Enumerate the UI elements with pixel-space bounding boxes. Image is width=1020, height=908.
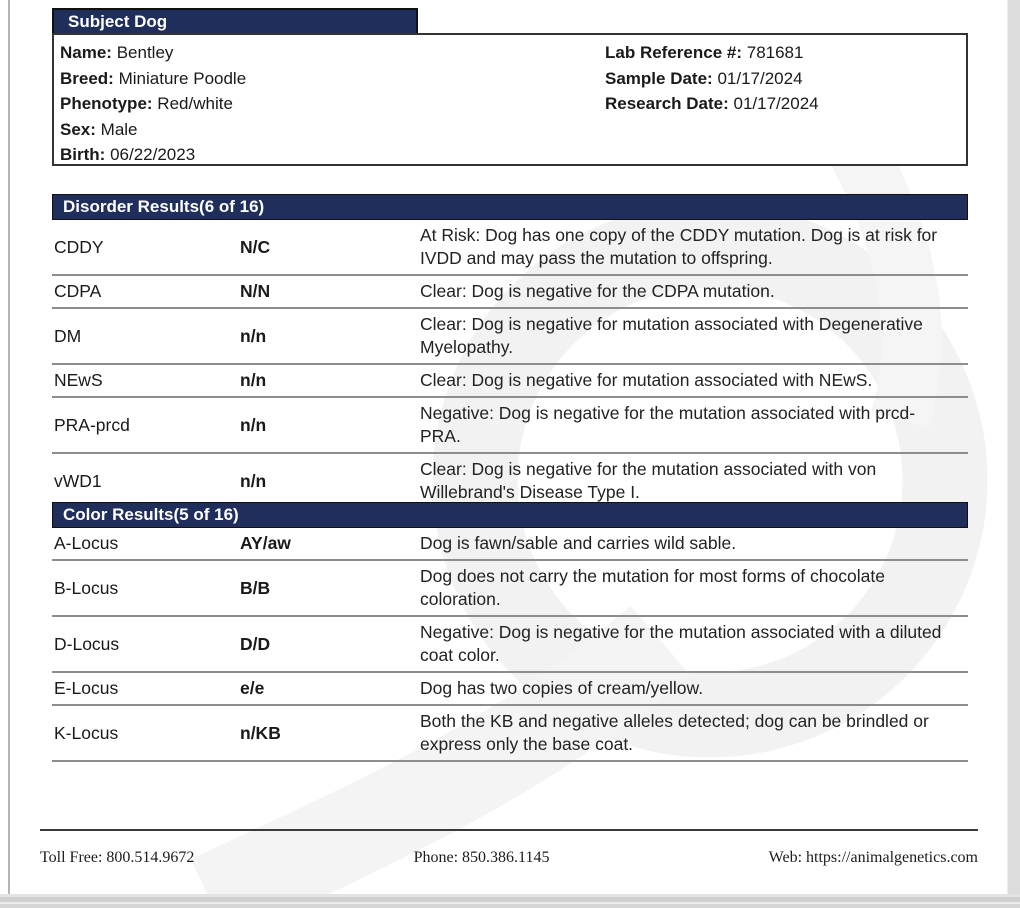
subject-birth-line	[60, 142, 966, 168]
sample-date-label: Sample Date:	[605, 68, 713, 88]
table-row-dm	[52, 309, 968, 365]
subject-name-value: Bentley	[116, 43, 174, 62]
research-date-value: 01/17/2024	[733, 94, 819, 113]
genotype-cell: n/KB	[240, 722, 281, 743]
footer-phone: Phone: 850.386.1145	[413, 849, 550, 866]
lab-reference-label: Lab Reference #:	[605, 43, 742, 62]
table-row-a-locus	[52, 528, 968, 561]
description-cell: Negative: Dog is negative for the mutation associated with a diluted coat color.	[420, 622, 942, 665]
genotype-cell: AY/aw	[240, 533, 291, 553]
locus-cell: vWD1	[54, 470, 102, 491]
table-row-d-locus	[52, 617, 968, 673]
locus-cell: PRA-prcd	[54, 414, 130, 435]
sample-date-value: 01/17/2024	[717, 68, 803, 88]
disorder-results-title: Disorder Results(6 of 16)	[63, 197, 265, 216]
description-cell: Clear: Dog is negative for mutation associated with NEwS.	[420, 370, 873, 390]
subject-birth-label: Birth:	[60, 145, 106, 164]
lab-reference-value: 781681	[746, 43, 804, 62]
subject-sex-line	[60, 117, 966, 143]
subject-breed-label: Breed:	[60, 68, 114, 88]
table-row-news	[52, 365, 968, 398]
lab-info-column	[605, 40, 819, 117]
subject-tab-title: Subject Dog	[68, 12, 168, 31]
footer-toll-free: Toll Free: 800.514.9672	[40, 849, 195, 866]
genotype-cell: N/C	[240, 236, 271, 257]
locus-cell: K-Locus	[54, 722, 119, 743]
page-break-band	[0, 894, 1020, 908]
footer-web: Web: https://animalgenetics.com	[768, 849, 978, 866]
footer	[40, 849, 978, 867]
description-cell: Both the KB and negative alleles detected; dog can be brindled or express only the base coat.	[420, 711, 929, 754]
genotype-cell: n/n	[240, 470, 267, 491]
genotype-cell: D/D	[240, 633, 271, 654]
research-date-label: Research Date:	[605, 94, 729, 113]
color-results-table	[52, 528, 968, 762]
description-cell: Dog has two copies of cream/yellow.	[420, 678, 704, 698]
locus-cell: D-Locus	[54, 633, 120, 654]
table-row-cddy	[52, 220, 968, 276]
table-row-cdpa	[52, 276, 968, 309]
table-row-k-locus	[52, 706, 968, 762]
locus-cell: CDPA	[54, 281, 102, 301]
locus-cell: DM	[54, 325, 82, 346]
description-cell: Clear: Dog is negative for the CDPA mutation.	[420, 281, 775, 301]
description-cell: Negative: Dog is negative for the mutation associated with prcd-PRA.	[420, 403, 916, 446]
genotype-cell: e/e	[240, 678, 265, 698]
subject-sex-label: Sex:	[60, 119, 96, 139]
subject-info-box	[52, 33, 968, 166]
subject-phenotype-line	[60, 91, 966, 117]
page-left-edge	[8, 0, 10, 894]
disorder-results-table	[52, 220, 968, 510]
disorder-results-header	[52, 194, 968, 220]
sample-date-line	[605, 66, 819, 92]
table-row-b-locus	[52, 561, 968, 617]
footer-divider	[40, 829, 978, 831]
research-date-line	[605, 91, 819, 117]
subject-name-label: Name:	[60, 43, 112, 62]
genotype-cell: B/B	[240, 577, 271, 598]
genotype-cell: n/n	[240, 325, 267, 346]
locus-cell: B-Locus	[54, 577, 119, 598]
subject-breed-line	[60, 66, 966, 92]
description-cell: Clear: Dog is negative for mutation associated with Degenerative Myelopathy.	[420, 314, 923, 357]
subject-birth-value: 06/22/2023	[110, 145, 196, 164]
description-cell: Clear: Dog is negative for the mutation associated with von Willebrand's Disease Type I.	[420, 459, 877, 502]
genotype-cell: n/n	[240, 370, 267, 390]
locus-cell: A-Locus	[54, 533, 119, 553]
viewer-right-gutter	[1007, 0, 1020, 908]
table-row-pra-prcd	[52, 398, 968, 454]
subject-sex-value: Male	[100, 119, 138, 139]
locus-cell: NEwS	[54, 370, 103, 390]
subject-phenotype-value: Red/white	[157, 94, 233, 113]
locus-cell: CDDY	[54, 236, 104, 257]
genotype-cell: n/n	[240, 414, 267, 435]
locus-cell: E-Locus	[54, 678, 119, 698]
table-row-e-locus	[52, 673, 968, 706]
description-cell: At Risk: Dog has one copy of the CDDY mutation. Dog is at risk for IVDD and may pass the mutation to offspring.	[420, 225, 938, 268]
description-cell: Dog does not carry the mutation for most forms of chocolate coloration.	[420, 566, 885, 609]
subject-name-line	[60, 40, 966, 66]
subject-breed-value: Miniature Poodle	[118, 68, 247, 88]
description-cell: Dog is fawn/sable and carries wild sable.	[420, 533, 737, 553]
subject-phenotype-label: Phenotype:	[60, 94, 153, 113]
color-results-header	[52, 502, 968, 528]
color-results-title: Color Results(5 of 16)	[63, 505, 239, 524]
subject-section-tab	[52, 8, 418, 34]
lab-reference-line	[605, 40, 819, 66]
genotype-cell: N/N	[240, 281, 271, 301]
